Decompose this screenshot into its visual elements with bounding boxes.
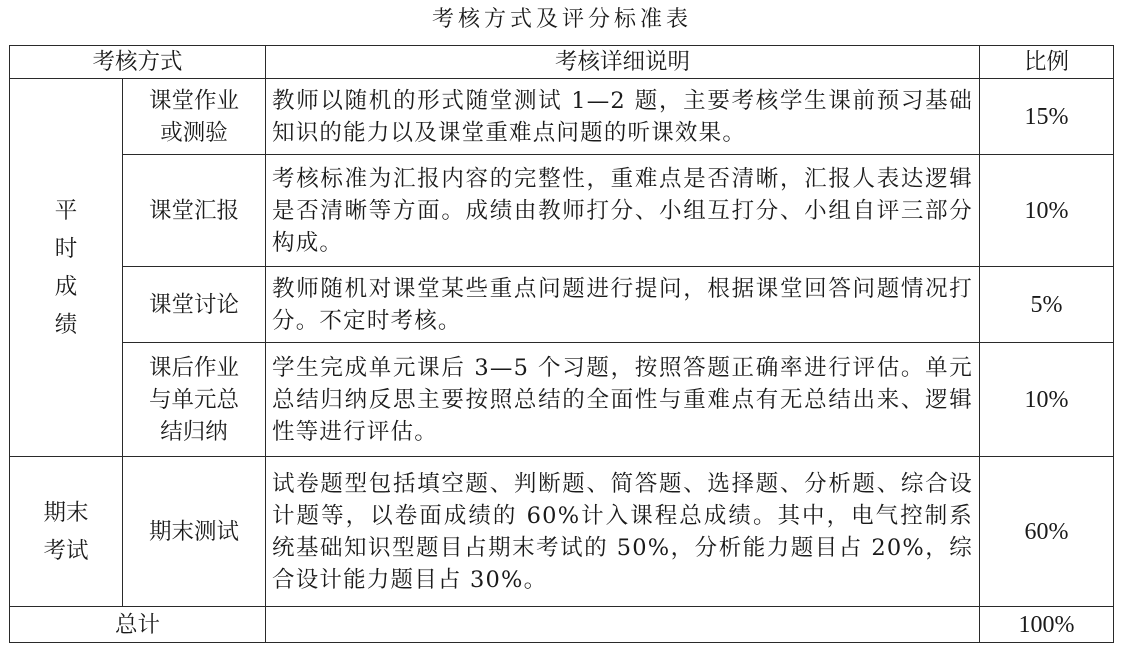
table-row xyxy=(10,457,1114,607)
method-line: 期末测试 xyxy=(149,518,240,545)
table-row xyxy=(10,267,1114,343)
header-method: 考核方式 xyxy=(10,46,266,79)
method-line: 或测验 xyxy=(160,119,228,146)
group-label-line: 时 xyxy=(54,235,78,262)
method-cell xyxy=(123,79,266,155)
detail-cell: 学生完成单元课后 3—5 个习题，按照答题正确率进行评估。单元总结归纳反思主要按照总结的全面性与重难点有无总结出来、逻辑性等进行评估。 xyxy=(266,343,980,457)
total-ratio: 100% xyxy=(980,607,1114,643)
header-ratio: 比例 xyxy=(980,46,1114,79)
group-final-exam xyxy=(10,457,123,607)
ratio-cell: 10% xyxy=(980,155,1114,267)
method-cell xyxy=(123,343,266,457)
assessment-table xyxy=(9,45,1114,643)
ratio-cell: 5% xyxy=(980,267,1114,343)
total-row xyxy=(10,607,1114,643)
header-row xyxy=(10,46,1114,79)
group-label-line: 绩 xyxy=(54,311,78,338)
ratio-cell: 10% xyxy=(980,343,1114,457)
method-line: 与单元总 xyxy=(149,386,240,413)
table-title: 考核方式及评分标准表 xyxy=(431,7,692,32)
ratio-cell: 60% xyxy=(980,457,1114,607)
table-row xyxy=(10,343,1114,457)
detail-cell: 教师以随机的形式随堂测试 1—2 题，主要考核学生课前预习基础知识的能力以及课堂重难点问题的听课效果。 xyxy=(266,79,980,155)
method-line: 课堂作业 xyxy=(149,87,240,114)
detail-cell: 教师随机对课堂某些重点问题进行提问，根据课堂回答问题情况打分。不定时考核。 xyxy=(266,267,980,343)
method-line: 课后作业 xyxy=(149,354,240,381)
table-row xyxy=(10,155,1114,267)
method-cell xyxy=(123,267,266,343)
method-line: 结归纳 xyxy=(160,418,228,445)
group-regular-grade xyxy=(10,79,123,457)
method-cell xyxy=(123,457,266,607)
detail-cell: 考核标准为汇报内容的完整性，重难点是否清晰，汇报人表达逻辑是否清晰等方面。成绩由教师打分、小组互打分、小组自评三部分构成。 xyxy=(266,155,980,267)
method-cell xyxy=(123,155,266,267)
method-line: 课堂汇报 xyxy=(149,197,240,224)
group-label-line: 平 xyxy=(54,197,78,224)
group-label-line: 考试 xyxy=(43,537,89,564)
total-detail xyxy=(266,607,980,643)
header-detail: 考核详细说明 xyxy=(266,46,980,79)
detail-cell: 试卷题型包括填空题、判断题、简答题、选择题、分析题、综合设计题等，以卷面成绩的 60%计入课程总成绩。其中，电气控制系统基础知识型题目占期末考试的 50%，分析能力题目占 20%，综合设计能力题目占 30%。 xyxy=(266,457,980,607)
table-row xyxy=(10,79,1114,155)
method-line: 课堂讨论 xyxy=(149,291,240,318)
total-label: 总计 xyxy=(10,607,266,643)
ratio-cell: 15% xyxy=(980,79,1114,155)
group-label-line: 成 xyxy=(54,273,78,300)
group-label-line: 期末 xyxy=(43,499,89,526)
